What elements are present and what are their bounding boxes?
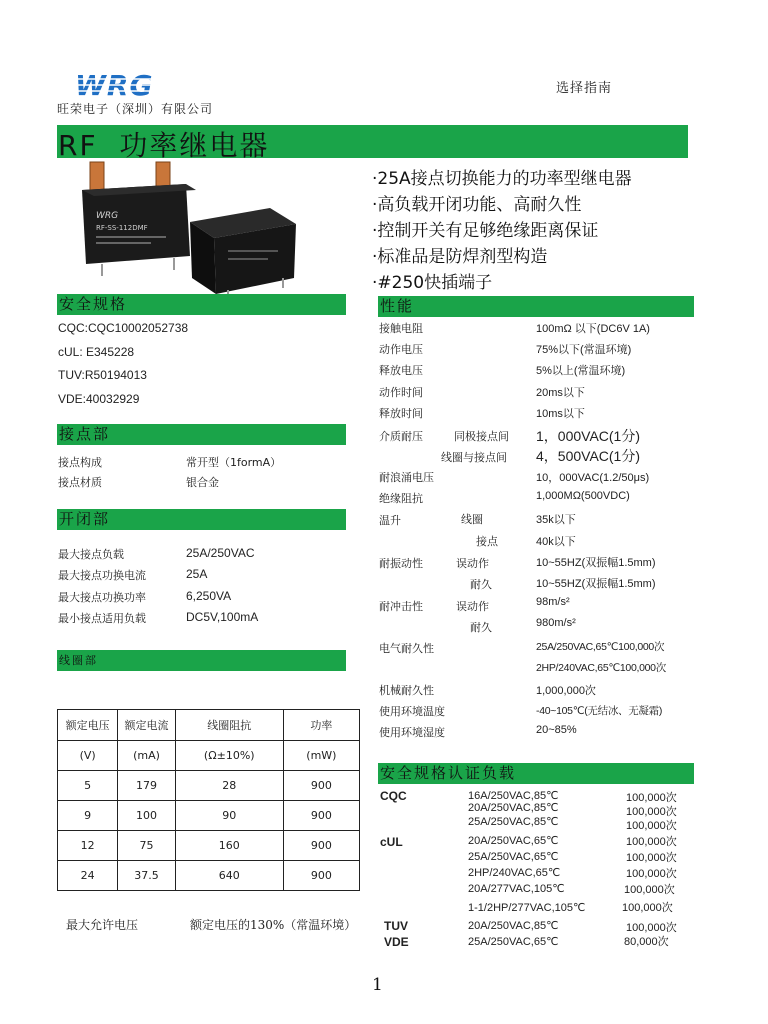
electrical-label: 电气耐久性: [379, 642, 434, 655]
vibration-value: 10~55HZ(双振幅1.5mm): [536, 557, 656, 569]
switching-value: 6,250VA: [186, 589, 232, 603]
contact-section-bar: [57, 424, 346, 445]
cert-group-name: TUV: [384, 919, 408, 933]
table-row: [58, 771, 360, 801]
cert-load: 2HP/240VAC,65℃: [468, 867, 561, 879]
table-cell: 12: [58, 831, 118, 861]
table-cell: 75: [118, 831, 175, 861]
temp-sub: 接点: [476, 535, 498, 548]
perf-label: 释放时间: [379, 407, 423, 420]
feature-item: ·25A接点切换能力的功率型继电器: [372, 169, 632, 189]
relay-model-label: RF-SS-112DMF: [96, 224, 148, 232]
safety-item: cUL: E345228: [58, 345, 135, 359]
table-cell: 900: [283, 831, 359, 861]
cert-load: 16A/250VAC,85℃: [468, 790, 559, 802]
table-cell: 9: [58, 801, 118, 831]
switching-value: 25A/250VAC: [186, 546, 255, 560]
column-header: 额定电流: [118, 710, 175, 741]
cert-group-name: VDE: [384, 935, 409, 949]
vibration-value: 10~55HZ(双振幅1.5mm): [536, 578, 656, 590]
shock-label: 耐冲击性: [379, 600, 423, 613]
perf-label: 接触电阻: [379, 322, 423, 335]
cert-group-name: CQC: [380, 789, 407, 803]
env-humidity-value: 20~85%: [536, 724, 577, 736]
cert-load: 25A/250VAC,65℃: [468, 936, 559, 948]
cert-load: 25A/250VAC,65℃: [468, 851, 559, 863]
unit-cell: (mA): [118, 741, 175, 771]
unit-cell: (Ω±10%): [175, 741, 283, 771]
column-header: 线圈阻抗: [175, 710, 283, 741]
temp-value: 40k以下: [536, 536, 576, 548]
feature-item: ·高负载开闭功能、高耐久性: [372, 195, 582, 215]
perf-value: 20ms以下: [536, 387, 585, 399]
env-temp-label: 使用环境温度: [379, 705, 445, 718]
safety-section-title: 安全规格: [59, 295, 128, 313]
dielectric-value: 4，500VAC(1分): [536, 448, 641, 464]
dielectric-sub: 线圈与接点间: [441, 451, 507, 464]
cert-load: 25A/250VAC,85℃: [468, 816, 559, 828]
table-row: [58, 801, 360, 831]
surge-label: 耐浪涌电压: [379, 471, 434, 484]
switching-label: 最小接点适用负载: [58, 612, 146, 625]
cert-section-bar: [378, 763, 694, 784]
switching-section-title: 开闭部: [59, 510, 111, 528]
perf-value: 100mΩ 以下(DC6V 1A): [536, 323, 650, 335]
electrical-value: 25A/250VAC,65℃100,000次: [536, 641, 665, 653]
shock-value: 980m/s²: [536, 617, 576, 629]
surge-value: 10，000VAC(1.2/50μs): [536, 472, 650, 484]
cert-cycles: 100,000次: [626, 868, 677, 880]
cert-cycles: 100,000次: [626, 852, 677, 864]
perf-value: 10ms以下: [536, 408, 585, 420]
unit-cell: (mW): [283, 741, 359, 771]
table-header-row: [58, 710, 360, 741]
cert-cycles: 80,000次: [624, 936, 669, 948]
table-cell: 640: [175, 861, 283, 891]
shock-value: 98m/s²: [536, 596, 570, 608]
table-cell: 90: [175, 801, 283, 831]
feature-list: [372, 166, 702, 296]
switching-section-bar: [57, 509, 346, 530]
dielectric-sub: 同极接点间: [454, 430, 509, 443]
insulation-value: 1,000MΩ(500VDC): [536, 490, 630, 502]
env-temp-value: -40~105℃(无结冰、无凝霜): [536, 705, 663, 717]
table-cell: 900: [283, 771, 359, 801]
switching-label: 最大接点负载: [58, 548, 124, 561]
vibration-sub: 耐久: [470, 578, 492, 591]
switching-label: 最大接点功换电流: [58, 569, 146, 582]
cert-load: 20A/250VAC,65℃: [468, 835, 559, 847]
contact-value: 常开型（1formA）: [186, 456, 282, 469]
shock-sub: 误动作: [456, 600, 489, 613]
coil-table: [57, 709, 360, 891]
coil-section-title: 线圈部: [59, 654, 98, 667]
performance-section-title: 性能: [380, 297, 415, 315]
insulation-label: 绝缘阻抗: [379, 492, 423, 505]
feature-item: ·标准品是防焊剂型构造: [372, 247, 548, 267]
table-cell: 37.5: [118, 861, 175, 891]
cert-load: 20A/250VAC,85℃: [468, 920, 559, 932]
company-logo: [75, 68, 157, 102]
contact-value: 银合金: [186, 476, 219, 489]
shock-sub: 耐久: [470, 621, 492, 634]
table-row: [58, 861, 360, 891]
table-cell: 900: [283, 861, 359, 891]
table-cell: 900: [283, 801, 359, 831]
column-header: 功率: [283, 710, 359, 741]
safety-section-bar: [57, 294, 346, 315]
switching-value: DC5V,100mA: [186, 610, 259, 624]
perf-label: 动作电压: [379, 343, 423, 356]
page-number: 1: [372, 975, 383, 995]
table-cell: 100: [118, 801, 175, 831]
temp-label: 温升: [379, 514, 401, 527]
temp-sub: 线圈: [461, 513, 483, 526]
table-cell: 24: [58, 861, 118, 891]
table-row: [58, 831, 360, 861]
coil-section-bar: [57, 650, 346, 671]
performance-section-bar: [378, 296, 694, 317]
cert-group-name: cUL: [380, 835, 403, 849]
contact-label: 接点构成: [58, 456, 102, 469]
perf-value: 5%以上(常温环境): [536, 365, 626, 377]
unit-cell: (V): [58, 741, 118, 771]
table-cell: 28: [175, 771, 283, 801]
switching-value: 25A: [186, 567, 208, 581]
dielectric-value: 1，000VAC(1分): [536, 428, 641, 444]
table-units-row: [58, 741, 360, 771]
dielectric-label: 介质耐压: [379, 430, 423, 443]
safety-item: CQC:CQC10002052738: [58, 321, 189, 335]
safety-item: VDE:40032929: [58, 392, 140, 406]
cert-cycles: 100,000次: [626, 836, 677, 848]
perf-label: 动作时间: [379, 386, 423, 399]
mechanical-label: 机械耐久性: [379, 684, 434, 697]
company-name: 旺荣电子（深圳）有限公司: [57, 102, 214, 116]
cert-cycles: 100,000次: [626, 806, 677, 818]
page-title: RF 功率继电器: [58, 129, 270, 162]
max-voltage-label: 最大允许电压: [66, 918, 139, 932]
relay-logo-label: WRG: [96, 211, 119, 221]
switching-label: 最大接点功换功率: [58, 591, 146, 604]
perf-value: 75%以下(常温环境): [536, 344, 632, 356]
cert-cycles: 100,000次: [624, 884, 675, 896]
max-voltage-value: 额定电压的130%（常温环境）: [190, 918, 357, 932]
cert-load: 20A/277VAC,105℃: [468, 883, 565, 895]
relay-product-image: [78, 160, 298, 300]
cert-cycles: 100,000次: [626, 820, 677, 832]
table-cell: 5: [58, 771, 118, 801]
table-cell: 179: [118, 771, 175, 801]
column-header: 额定电压: [58, 710, 118, 741]
temp-value: 35k以下: [536, 514, 576, 526]
cert-section-title: 安全规格认证负载: [380, 764, 517, 782]
cert-cycles: 100,000次: [626, 792, 677, 804]
contact-label: 接点材质: [58, 476, 102, 489]
safety-item: TUV:R50194013: [58, 368, 147, 382]
cert-cycles: 100,000次: [622, 902, 673, 914]
feature-item: ·#250快插端子: [372, 273, 493, 293]
cert-load: 1-1/2HP/277VAC,105℃: [468, 902, 586, 914]
cert-load: 20A/250VAC,85℃: [468, 802, 559, 814]
electrical-value: 2HP/240VAC,65℃100,000次: [536, 662, 666, 674]
vibration-label: 耐振动性: [379, 557, 423, 570]
document-type: 选择指南: [556, 81, 613, 96]
env-humidity-label: 使用环境湿度: [379, 726, 445, 739]
contact-section-title: 接点部: [59, 425, 111, 443]
perf-label: 释放电压: [379, 364, 423, 377]
vibration-sub: 误动作: [456, 557, 489, 570]
feature-item: ·控制开关有足够绝缘距离保证: [372, 221, 599, 241]
cert-cycles: 100,000次: [626, 922, 677, 934]
table-cell: 160: [175, 831, 283, 861]
logo-text: WRG: [75, 69, 154, 102]
mechanical-value: 1,000,000次: [536, 685, 596, 697]
